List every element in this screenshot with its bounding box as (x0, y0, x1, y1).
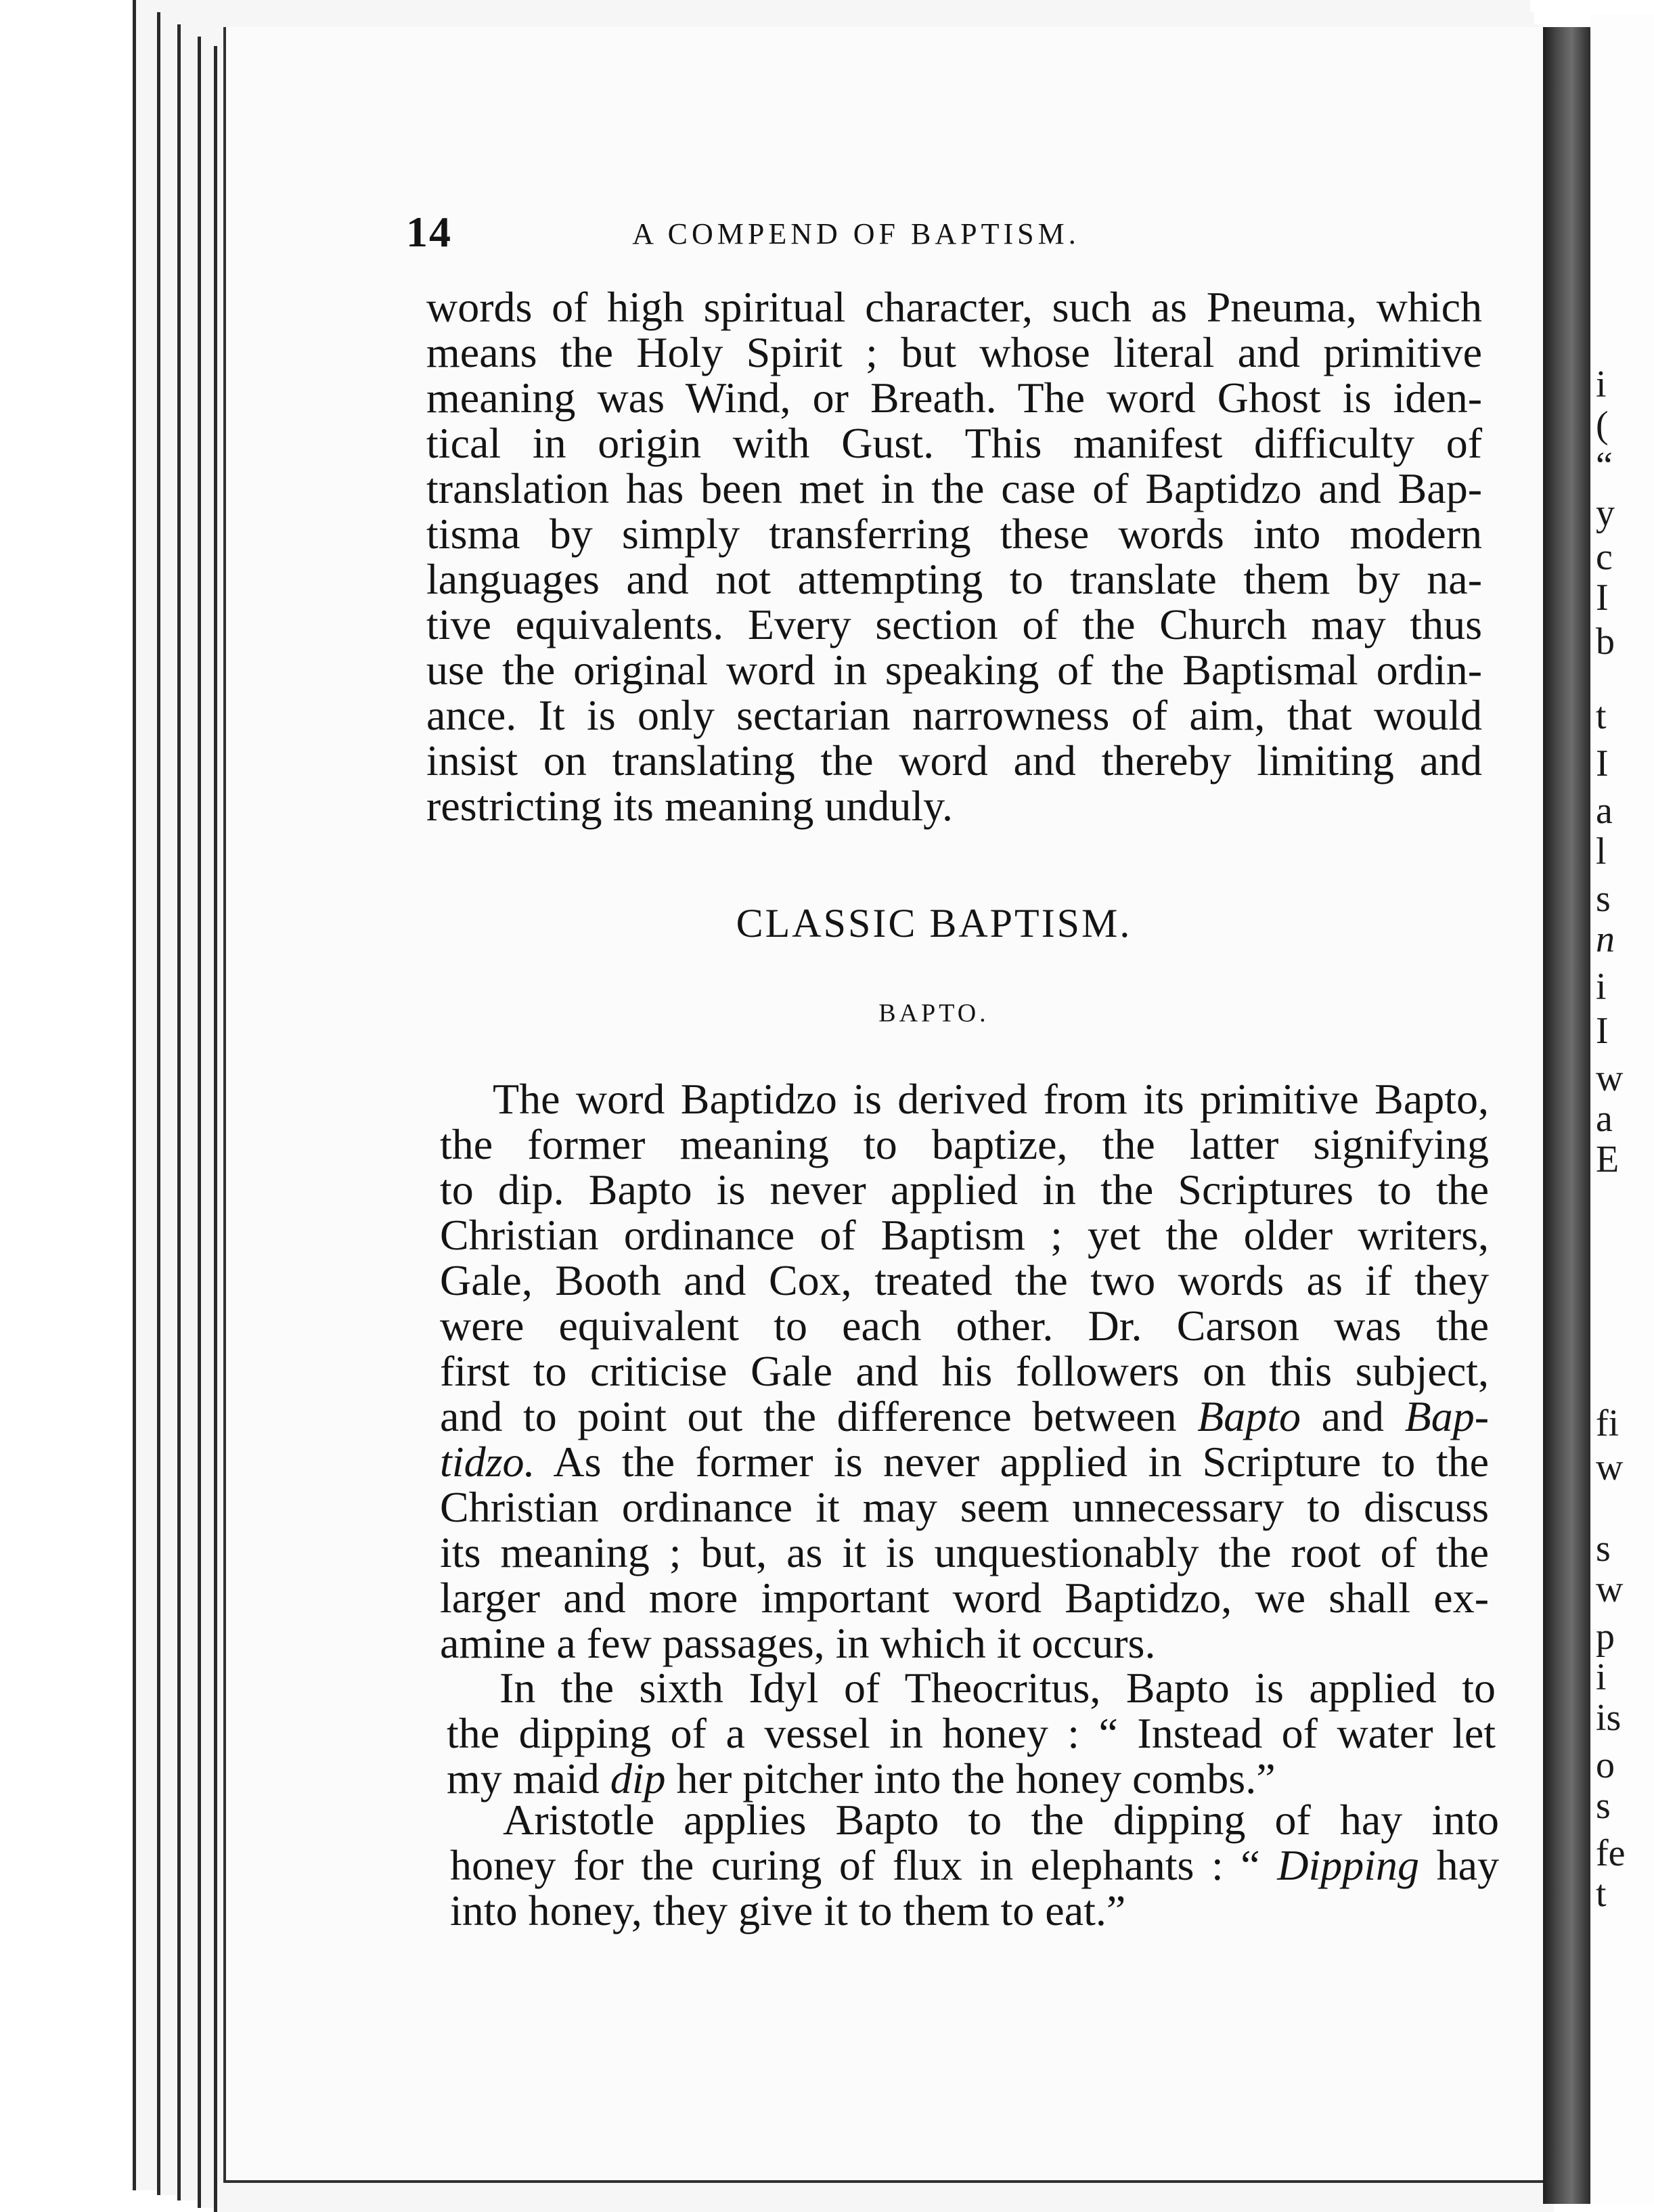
facing-page-fragment: y (1596, 492, 1615, 534)
text-run: her pitcher into the honey combs.” (665, 1754, 1276, 1802)
facing-page-fragment: fe (1596, 1832, 1626, 1874)
text-line-mixed (450, 1842, 1499, 1888)
text-line: tical in origin with Gust. This manifest difficulty of (426, 419, 1482, 467)
text-line: into honey, they give it to them to eat.” (450, 1886, 1126, 1934)
text-line: Gale, Booth and Cox, treated the two words as if they (440, 1256, 1489, 1304)
facing-page-fragment: E (1596, 1138, 1619, 1180)
facing-page-fragment: a (1596, 1098, 1613, 1140)
facing-page-fragment: i (1596, 966, 1607, 1008)
text-line: restricting its meaning unduly. (426, 782, 953, 830)
text-run: honey for the curing of flux in elephants : “ (450, 1841, 1278, 1889)
text-run: and to point out the difference between (440, 1392, 1198, 1440)
text-line: The word Baptidzo is derived from its primitive Bapto, (493, 1075, 1489, 1123)
running-title: A COMPEND OF BAPTISM. (632, 217, 1080, 250)
text-line: translation has been met in the case of Baptidzo and Bap- (426, 464, 1482, 512)
italic-term: Bapto (1197, 1392, 1301, 1440)
text-line: tive equivalents. Every section of the Church may thus (426, 600, 1482, 648)
text-line: words of high spiritual character, such as Pneuma, which (426, 283, 1482, 331)
facing-page-fragment: l (1596, 831, 1607, 872)
facing-page-fragment: is (1596, 1697, 1622, 1739)
text-line: were equivalent to each other. Dr. Carson was the (440, 1302, 1489, 1350)
text-line-mixed (440, 1394, 1489, 1439)
text-line: means the Holy Spirit ; but whose literal and primitive (426, 328, 1482, 376)
facing-page-fragment: “ (1596, 445, 1613, 487)
text-line: larger and more important word Baptidzo, we shall ex- (440, 1574, 1489, 1622)
text-run: As the former is never applied in Scripture to the (535, 1438, 1489, 1486)
text-line: meaning was Wind, or Breath. The word Ghost is iden- (426, 374, 1482, 422)
facing-page-fragment: c (1596, 536, 1613, 578)
facing-page-fragment: t (1596, 695, 1607, 737)
book-gutter (1543, 27, 1590, 2204)
facing-page-fragment: fi (1596, 1402, 1619, 1444)
italic-term: tidzo. (440, 1438, 535, 1486)
facing-page-fragment: w (1596, 1057, 1624, 1099)
text-line: Aristotle applies Bapto to the dipping of hay into (503, 1796, 1499, 1844)
text-line: to dip. Bapto is never applied in the Scriptures to the (440, 1166, 1489, 1214)
text-line: the dipping of a vessel in honey : “ Instead of water let (447, 1709, 1496, 1757)
text-line: use the original word in speaking of the Baptismal ordin- (426, 646, 1482, 694)
section-title: CLASSIC BAPTISM. (736, 901, 1132, 946)
text-line: languages and not attempting to translate them by na- (426, 555, 1482, 603)
text-line: the former meaning to baptize, the latter signifying (440, 1120, 1489, 1168)
facing-page-fragment: I (1596, 1010, 1609, 1052)
text-line: amine a few passages, in which it occurs. (440, 1619, 1156, 1667)
facing-page-fragment: s (1596, 1785, 1611, 1827)
facing-page-fragment: t (1596, 1873, 1607, 1915)
facing-page-fragment: I (1596, 577, 1609, 619)
facing-page-fragment: s (1596, 1528, 1611, 1570)
text-line: In the sixth Idyl of Theocritus, Bapto is applied to (499, 1664, 1496, 1712)
running-head (406, 207, 1306, 255)
body-paragraph-1 (440, 1076, 1489, 1666)
facing-page-fragment: b (1596, 621, 1615, 663)
facing-page-fragment: w (1596, 1568, 1624, 1610)
facing-page-fragment: n (1596, 919, 1615, 960)
facing-page-fragment: I (1596, 743, 1609, 784)
text-line: Christian ordinance of Baptism ; yet the older writers, (440, 1211, 1489, 1259)
page-number: 14 (406, 208, 452, 256)
text-run: hay (1419, 1841, 1500, 1889)
text-line: tisma by simply transferring these words into modern (426, 510, 1482, 558)
facing-page-fragment: ( (1596, 404, 1609, 446)
facing-page-fragment: p (1596, 1616, 1615, 1658)
facing-page-fragment: a (1596, 790, 1613, 832)
text-line: ance. It is only sectarian narrowness of aim, that would (426, 691, 1482, 739)
text-run: my maid (447, 1754, 610, 1802)
facing-page-fragment: i (1596, 363, 1607, 405)
body-paragraph-2 (447, 1665, 1496, 1801)
facing-page-fragment: w (1596, 1446, 1624, 1488)
text-line: first to criticise Gale and his followers on this subject, (440, 1347, 1489, 1395)
facing-page-fragment: s (1596, 878, 1611, 920)
text-line-mixed (447, 1756, 1496, 1801)
text-line: Christian ordinance it may seem unnecessary to discuss (440, 1483, 1489, 1531)
italic-term: dip (610, 1754, 666, 1802)
text-line-mixed (440, 1439, 1489, 1484)
text-line: its meaning ; but, as it is unquestionably the root of the (440, 1528, 1489, 1576)
italic-term: Bap- (1404, 1392, 1490, 1440)
italic-term: Dipping (1277, 1841, 1420, 1889)
facing-page-fragment: o (1596, 1744, 1615, 1786)
text-run: and (1301, 1392, 1405, 1440)
body-paragraph-3 (450, 1797, 1499, 1933)
facing-page (1590, 14, 1654, 2204)
intro-paragraph (426, 284, 1482, 828)
text-line: insist on translating the word and thereby limiting and (426, 736, 1482, 784)
facing-page-fragment: i (1596, 1656, 1607, 1698)
subsection-title: BAPTO. (878, 999, 989, 1027)
